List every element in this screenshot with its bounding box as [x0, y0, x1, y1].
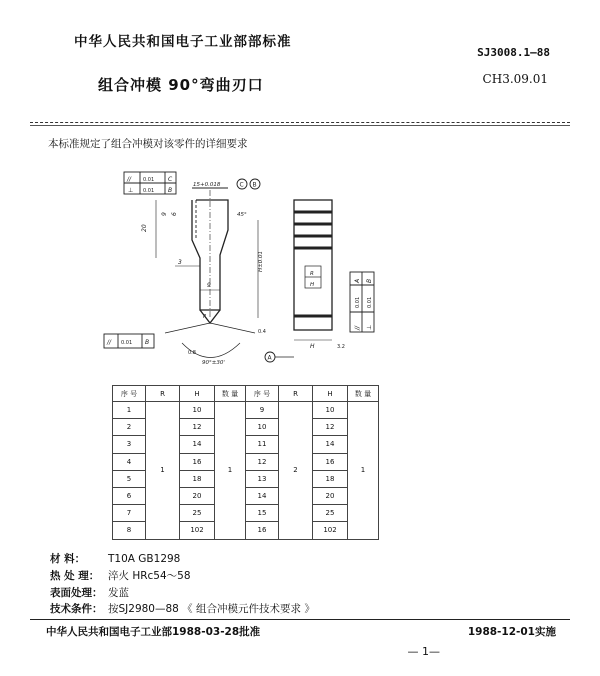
material-line	[50, 551, 180, 566]
heat-treatment-label: 热 处 理：	[50, 570, 100, 582]
cell-no: 15	[246, 505, 279, 522]
table-header-row	[113, 386, 379, 402]
dim-20: 20	[141, 224, 148, 232]
cell-no: 3	[113, 436, 146, 453]
cell-h: 102	[180, 522, 215, 539]
cell-no: 13	[246, 470, 279, 487]
tol2-ref: B	[168, 187, 173, 194]
col-qty-2: 数 量	[348, 386, 379, 402]
cell-no: 11	[246, 436, 279, 453]
dim-r: R	[203, 314, 207, 320]
tol4-sym: //	[354, 325, 361, 330]
standard-code: SJ3008.1—88	[477, 46, 550, 59]
table-row	[113, 402, 379, 419]
dim-90: 90°±30'	[202, 360, 225, 366]
tol3-val: 0.01	[121, 340, 133, 346]
tolerance-frame-bottom	[104, 334, 154, 348]
rough-32: 3.2	[337, 344, 345, 350]
dim-top: 15+0.018	[193, 182, 221, 188]
col-r-2: R	[279, 386, 313, 402]
col-h: H	[180, 386, 215, 402]
cell-h: 12	[313, 419, 348, 436]
tol1-sym: //	[127, 176, 132, 183]
col-h-2: H	[313, 386, 348, 402]
technical-conditions-line	[50, 601, 315, 616]
material-value: T10A GB1298	[108, 553, 181, 565]
tolerance-frame-right	[350, 272, 374, 332]
cell-no: 10	[246, 419, 279, 436]
cell-no: 4	[113, 453, 146, 470]
cell-no: 12	[246, 453, 279, 470]
page-number: — 1—	[407, 645, 440, 658]
cell-h: 102	[313, 522, 348, 539]
cell-no: 14	[246, 487, 279, 504]
cell-h: 16	[313, 453, 348, 470]
cell-no: 16	[246, 522, 279, 539]
intro-text: 本标准规定了组合冲模对该零件的详细要求	[48, 138, 248, 150]
cell-h: 16	[180, 453, 215, 470]
surface-treatment-label: 表面处理：	[50, 587, 103, 599]
cell-qty-right: 1	[348, 402, 379, 540]
tol1-val: 0.01	[143, 177, 155, 183]
material-label: 材 料：	[50, 553, 86, 565]
label-c: C	[239, 181, 244, 189]
surface-treatment-line	[50, 585, 129, 600]
cell-no: 2	[113, 419, 146, 436]
label-a: A	[267, 354, 272, 362]
cell-no: 1	[113, 402, 146, 419]
dim-h: H	[310, 343, 315, 350]
cell-h: 20	[313, 487, 348, 504]
cell-no: 5	[113, 470, 146, 487]
cell-r-right: 2	[279, 402, 313, 540]
cell-h: 14	[180, 436, 215, 453]
cell-no: 7	[113, 505, 146, 522]
cell-h: 10	[313, 402, 348, 419]
dim-3: 3	[178, 259, 182, 266]
standard-org: 中华人民共和国电子工业部部标准	[74, 34, 292, 50]
tol4-val: 0.01	[355, 296, 361, 308]
cell-h: 10	[180, 402, 215, 419]
approval-text: 中华人民共和国电子工业部1988-03-28批准	[46, 626, 261, 638]
cell-no: 8	[113, 522, 146, 539]
nameplate-r: R	[310, 271, 314, 277]
spec-table	[112, 385, 379, 540]
footer-rule	[30, 619, 570, 620]
col-no: 序 号	[113, 386, 146, 402]
dim-45: 45°	[237, 212, 247, 218]
part-code: CH3.09.01	[482, 72, 548, 86]
technical-conditions-label: 技术条件：	[50, 603, 103, 615]
dim-6: 6	[171, 212, 178, 216]
tol2-sym: ⊥	[128, 187, 134, 194]
dim-h-tol: H±0.01	[258, 251, 264, 272]
cell-no: 9	[246, 402, 279, 419]
heat-treatment-value: 淬火 HRc54～58	[108, 570, 191, 582]
effective-date: 1988-12-01实施	[467, 626, 556, 638]
tol5-ref: B	[366, 278, 373, 283]
dim-9-side: 9	[161, 212, 168, 216]
cell-h: 18	[180, 470, 215, 487]
tol5-sym: ⊥	[366, 324, 373, 330]
cell-no: 6	[113, 487, 146, 504]
nameplate-h: H	[310, 282, 315, 288]
technical-conditions-value: 按SJ2980—88 《 组合冲模元件技术要求 》	[108, 603, 315, 615]
tol3-ref: B	[145, 339, 150, 346]
rough-08: 0.8	[188, 350, 196, 356]
tol5-val: 0.01	[367, 296, 373, 308]
page-title: 组合冲模 90°弯曲刃口	[98, 76, 264, 94]
cell-h: 25	[313, 505, 348, 522]
surface-treatment-value: 发蓝	[108, 587, 129, 599]
cell-h: 25	[180, 505, 215, 522]
cell-h: 14	[313, 436, 348, 453]
col-no-2: 序 号	[246, 386, 279, 402]
part-side-view	[294, 200, 332, 330]
col-qty: 数 量	[215, 386, 246, 402]
tol4-ref: A	[354, 278, 361, 283]
cell-h: 20	[180, 487, 215, 504]
cell-qty-left: 1	[215, 402, 246, 540]
label-b-top: B	[252, 181, 257, 189]
tolerance-frame-top	[124, 172, 176, 194]
col-r: R	[146, 386, 180, 402]
cell-r-left: 1	[146, 402, 180, 540]
cell-h: 12	[180, 419, 215, 436]
rough-04: 0.4	[258, 329, 266, 335]
dim-9: 9	[207, 282, 211, 289]
heat-treatment-line	[50, 568, 191, 583]
tol2-val: 0.01	[143, 188, 155, 194]
tol1-ref: C	[168, 176, 173, 183]
tol3-sym: //	[107, 339, 112, 346]
cell-h: 18	[313, 470, 348, 487]
